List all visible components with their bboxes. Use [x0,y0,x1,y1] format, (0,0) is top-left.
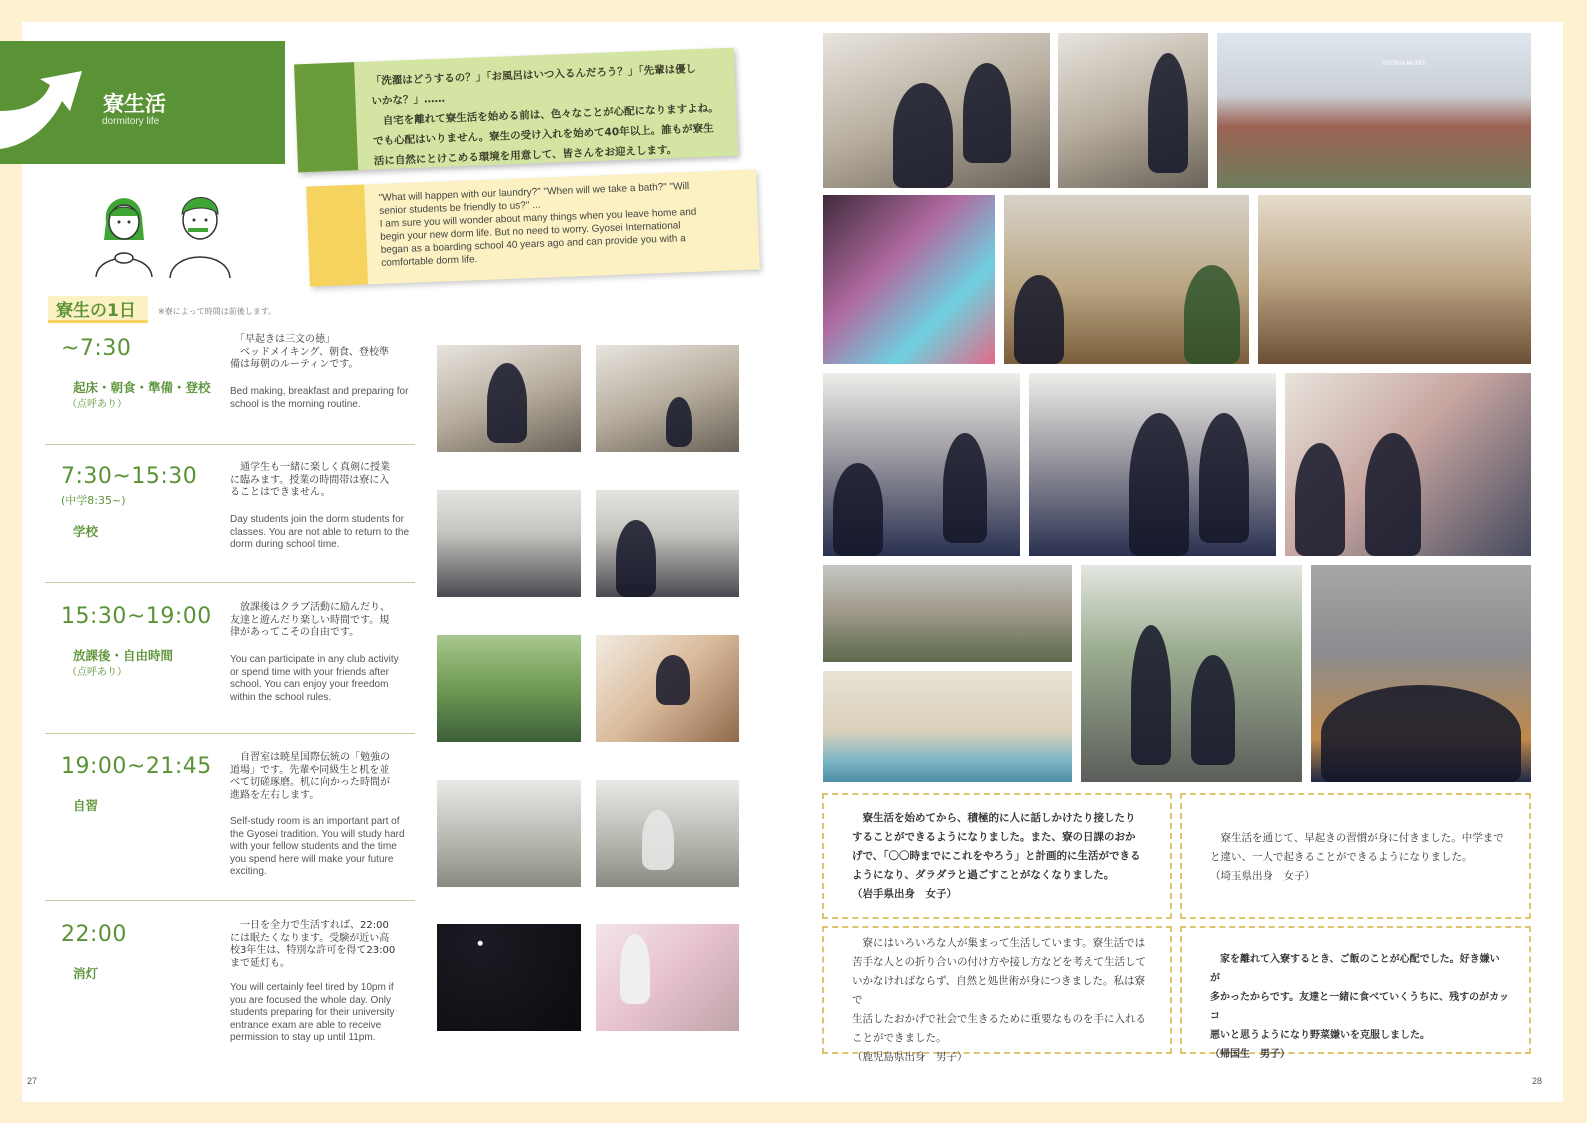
schedule-jp: 一日を全力で生活すれば、22:00 には眠たくなります。受験が近い高 校3年生は、特別な許可を得て23:00 まで延灯も。 [230,920,396,969]
schedule-time: 15:30~19:00 [61,604,212,629]
note-strip [306,184,368,286]
schedule-activity: 自習 [73,798,99,813]
schedule-row [45,330,415,442]
schedule-jp: 通学生も一緒に楽しく真剣に授業 に臨みます。授業の時間帯は寮に入 ることはできません。 [230,462,390,498]
intro-note-jp [294,48,738,173]
schedule-jp: 放課後はクラブ活動に励んだり、 友達と遊んだり楽しい時間です。規 律があってこその自由です。 [230,602,390,638]
schedule-activity: 放課後・自由時間 [73,648,174,663]
schedule-activity-note: （点呼あり） [67,399,127,410]
row-divider [45,900,415,901]
student-comment: 寮生活を始めてから、積極的に人に話しかけたり接したり することができるようになりました。また、寮の日課のおか げで、「〇〇時までにこれをやろう」と計画的に生活ができる ようになり、ダラダラと過ごすことがなくなりました。 （岩手県出身 女子） [852,812,1141,900]
photo-computer-class [596,490,739,597]
schedule-en: You will certainly feel tired by 10pm if you are focused the whole day. Only students preparing for their university entrance exam are able to receive permission to stay up until 11pm. [230,982,395,1043]
students-illustration [88,182,238,282]
student-comment-box [822,793,1172,919]
section-subtitle: dormitory life [102,116,160,127]
photo-gym-team [1311,565,1531,782]
schedule-time: 22:00 [61,922,127,947]
page-spine [797,22,818,1102]
photo-dormitory-building [1217,33,1531,188]
student-comment-box [822,926,1172,1063]
photo-friends-posing [1029,373,1276,556]
photo-night-sky [437,924,581,1031]
schedule-en: You can participate in any club activity or spend time with your friends after school. You can enjoy your freedom within the school rules. [230,654,399,703]
schedule-time: ~7:30 [61,336,132,361]
schedule-jp: 「早起きは三文の徳」 ベッドメイキング、朝食、登校準 備は毎朝のルーティンです。 [230,334,389,370]
row-divider [45,582,415,583]
photo-dorm-room-friends [1081,565,1302,782]
student-comment-box [1180,926,1531,1060]
page-number-left: 27 [27,1076,38,1086]
photo-dorm-desk [823,33,1050,188]
photo-study-hall [437,780,581,887]
schedule-jp: 自習室は暁星国際伝統の「勉強の 道場」です。先輩や同級生と机を並 べて切磋琢磨。机に向かった時間が 進路を左右します。 [230,752,390,801]
student-comment: 家を離れて入寮するとき、ご飯のことが心配でした。好き嫌いが 多かったからです。友達と一緒に食べていくうちに、残すのがカッコ 悪いと思うようになり野菜嫌いを克服しました。 （帰国生 男子） [1210,954,1509,1060]
photo-school-store [1285,373,1531,556]
photo-public-bath [823,671,1072,782]
student-comment: 寮生活を通じて、早起きの習慣が身に付きました。中学まで と違い、一人で起きることができるようになりました。 （埼玉県出身 女子） [1210,832,1504,882]
schedule-activity: 消灯 [73,966,99,981]
schedule-time: 7:30~15:30 [61,464,198,489]
schedule-row [45,458,415,578]
schedule-en: Bed making, breakfast and preparing for school is the morning routine. [230,386,409,410]
photo-dinner [596,635,739,742]
daily-note: ※寮によって時間は前後します。 [158,307,277,316]
photo-bedtime [596,924,739,1031]
intro-text-en: "What will happen with our laundry?" "When will we take a bath?" "Will senior students be friendly to us?" ... I am sure you will wonder about many things when you leave home and begin your new dorm life. But no need to worry. Gyosei International began as a boarding school 40 years ago and can provide you with a comfortable dorm life. [378,180,697,269]
photo-basketball-outdoor [437,635,581,742]
photo-cooking [1058,33,1208,188]
schedule-time-note: (中学8:35~) [61,494,126,507]
schedule-activity-note: （点呼あり） [67,667,127,678]
page-number-right: 28 [1532,1076,1543,1086]
schedule-activity: 学校 [73,524,99,539]
photo-classroom [437,490,581,597]
section-title: 寮生活 [103,92,166,116]
photo-ball-pool [823,195,995,364]
row-divider [45,444,415,445]
photo-self-study [596,780,739,887]
daily-underline [48,320,148,323]
schedule-activity: 起床・朝食・準備・登校 [73,380,211,395]
row-divider [45,733,415,734]
schedule-time: 19:00~21:45 [61,754,212,779]
photo-group-meeting [823,373,1020,556]
schedule-row [45,598,415,728]
photo-board-game [1004,195,1249,364]
photo-dorm-room [596,345,739,452]
schedule-en: Self-study room is an important part of the Gyosei tradition. You will study hard with your fellow students and the time you spend here will make your future exciting. [230,816,405,877]
note-strip [294,62,358,172]
schedule-en: Day students join the dorm students for classes. You are not able to return to the dorm during school time. [230,514,410,550]
photo-bed-making [437,345,581,452]
intro-text-jp: 「洗濯はどうするの？」「お風呂はいつ入るんだろう？」「先輩は優し いかな？」…… 自宅を離れて寮生活を始める前は、色々なことが心配になりますよね。 でも心配はいりません。寮生の受け入れを始めて40年以上。誰もが寮生 活に自然にとけこめる環境を用意して、皆さんをお迎えします。 [370,63,719,168]
schedule-row [45,916,415,1061]
arrow-icon [0,49,90,159]
intro-note-en [306,169,760,286]
schedule-row [45,750,415,885]
daily-title: 寮生の1日 [56,301,136,321]
building-sign: REGINA MUNDI [1382,61,1427,67]
student-comment: 寮にはいろいろな人が集まって生活しています。寮生活では 苦手な人との折り合いの付け方や接し方などを考えて生活して いかなければならず、自然と処世術が身につきました。私は寮で 生活したおかげで社会で生きるために重要なものを手に入れる ことができました。 （鹿児島県出身 男子） [852,937,1146,1063]
student-comment-box [1180,793,1531,919]
photo-sports-event [823,565,1072,662]
photo-lounge [1258,195,1531,364]
